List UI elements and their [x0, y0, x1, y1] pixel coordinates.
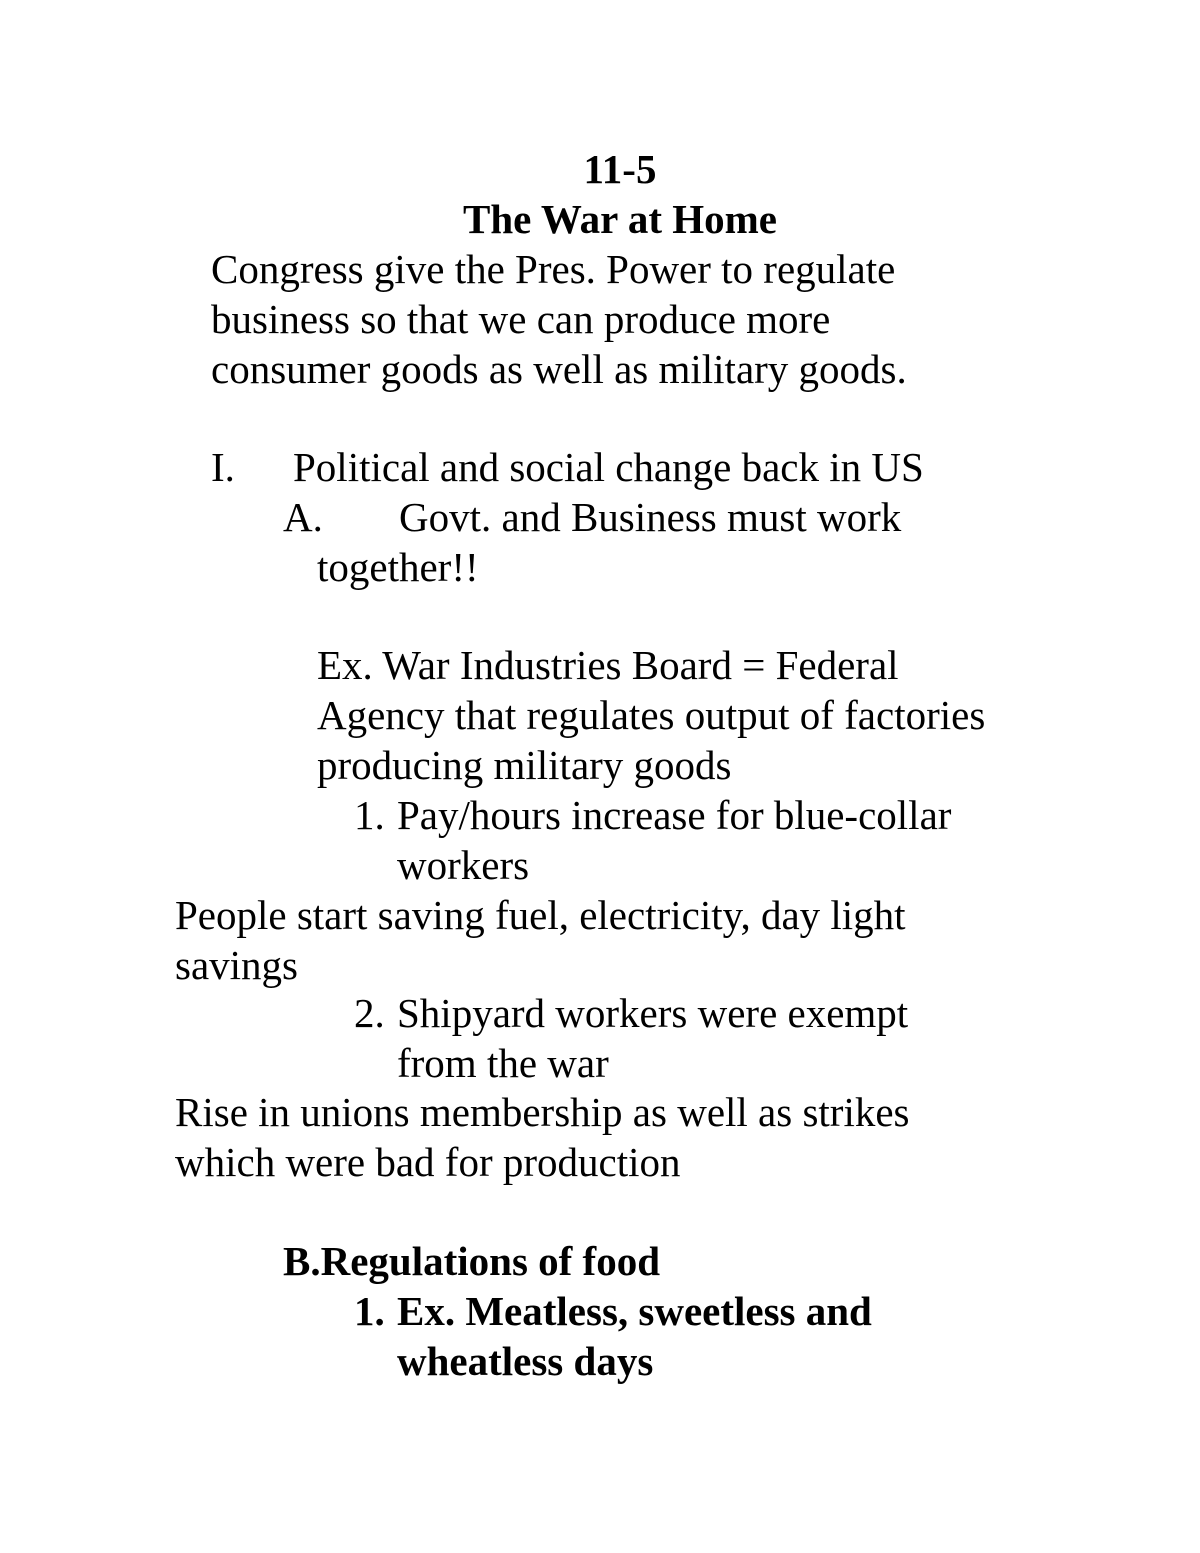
subsection-a-line-2: together!!: [317, 544, 479, 590]
example-line-2: Agency that regulates output of factories: [317, 692, 986, 738]
lesson-number: 11-5: [583, 146, 657, 192]
item-2-line-2: from the war: [397, 1040, 609, 1086]
note-1-line-2: savings: [175, 942, 298, 988]
subsection-a-letter: A.: [283, 494, 323, 540]
section-numeral: I.: [211, 444, 235, 490]
subsection-b-item-1-number: 1.: [354, 1288, 385, 1334]
section-heading: Political and social change back in US: [293, 444, 924, 490]
subsection-a-line-1: Govt. and Business must work: [399, 494, 902, 540]
example-line-3: producing military goods: [317, 742, 732, 788]
item-1-number: 1.: [354, 792, 385, 838]
item-2-line-1: Shipyard workers were exempt: [397, 990, 909, 1036]
example-line-1: Ex. War Industries Board = Federal: [317, 642, 899, 688]
note-2-line-2: which were bad for production: [175, 1139, 681, 1185]
intro-line-1: Congress give the Pres. Power to regulate: [211, 246, 896, 292]
item-1-line-1: Pay/hours increase for blue-collar: [397, 792, 952, 838]
subsection-b-heading: B.Regulations of food: [283, 1238, 661, 1284]
item-2-number: 2.: [354, 990, 385, 1036]
intro-line-2: business so that we can produce more: [211, 296, 831, 342]
item-1-line-2: workers: [397, 842, 530, 888]
note-2-line-1: Rise in unions membership as well as strikes: [175, 1089, 910, 1135]
intro-line-3: consumer goods as well as military goods.: [211, 346, 907, 392]
subsection-b-item-1-line-2: wheatless days: [397, 1338, 654, 1384]
note-1-line-1: People start saving fuel, electricity, day light: [175, 892, 906, 938]
page-title: The War at Home: [463, 196, 777, 242]
subsection-b-item-1-line-1: Ex. Meatless, sweetless and: [397, 1288, 872, 1334]
